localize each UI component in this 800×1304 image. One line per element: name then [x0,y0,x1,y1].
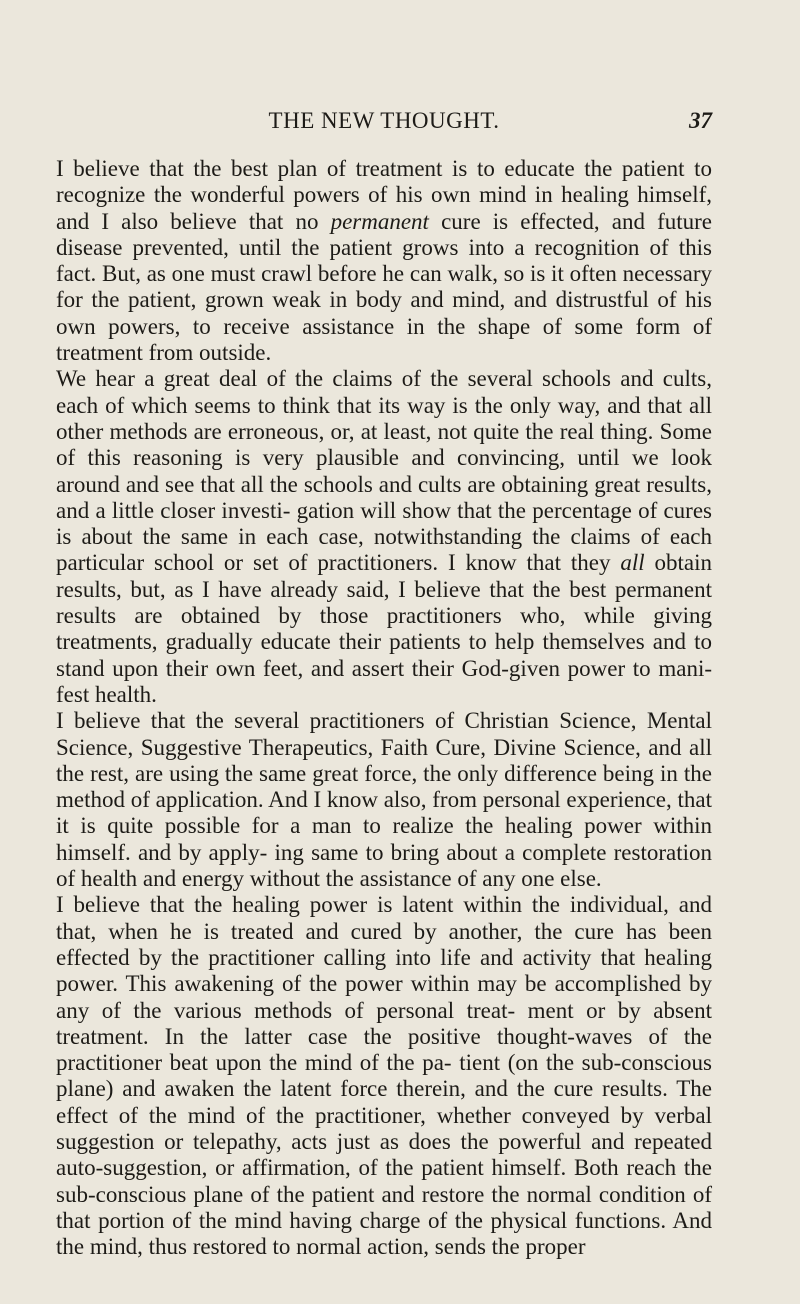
page-number: 37 [689,108,712,133]
body-text [56,156,712,1260]
italic-text-run: permanent [330,208,429,234]
text-run: I believe that the healing power is latent within the individual, and that, when he is treated and cured by another, the cure has been effected by the practitioner calling into life and activity that healing power. This awakening of the power within may be accomplished by any of the various methods of personal treat- ment or by absent treatment. In the latter case the positive thought-waves of the practitioner beat upon the mind of the pa- tient (on the sub-conscious plane) and awaken the latent force therein, and the cure results. The effect of the mind of the practitioner, whether conveyed by verbal suggestion or telepathy, acts just as does the powerful and repeated auto-suggestion, or affirmation, of the patient himself. Both reach the sub-conscious plane of the patient and restore the normal condition of that portion of the mind having charge of the physical functions. And the mind, thus restored to normal action, sends the proper [56,892,712,1260]
text-run: I believe that the best plan of treatment is to educate the patient to recognize the wonderful powers of his own mind in healing himself, and I also believe that no [56,156,712,234]
text-run: obtain results, but, as I have already said, I believe that the best permanent results are obtained by those practitioners who, while giving treatments, gradually educate their patients to help themselves and to stand upon their own feet, and assert their God-given power to mani- fest health. [56,550,712,707]
text-run: We hear a great deal of the claims of the several schools and cults, each of which seems to think that its way is the only way, and that all other methods are erroneous, or, at least, not quite the real thing. Some of this reasoning is very plausible and convincing, until we look around and see that all the schools and cults are obtaining great results, and a little closer investi- gation will show that the percentage of cures is about the same in each case, notwithstanding the claims of each particular school or set of practitioners. I know that they [56,366,712,576]
paragraph [56,892,712,1260]
text-run: I believe that the several practitioners of Christian Science, Mental Science, Suggestive Therapeutics, Faith Cure, Divine Science, and all the rest, are using the same great force, the only difference being in the method of application. And I know also, from personal experience, that it is quite possible for a man to realize the healing power within himself. and by apply- ing same to bring about a complete restoration of health and energy without the assistance of any one else. [56,708,712,892]
paragraph [56,156,712,366]
paragraph [56,366,712,708]
running-title: THE NEW THOUGHT. [268,108,500,133]
page-header [56,108,712,148]
italic-text-run: all [620,550,645,576]
text-run: cure is effected, and future disease prevented, until the patient grows into a recognition of this fact. But, as one must crawl before he can walk, so is it often necessary for the patient, grown weak in body and mind, and distrustful of his own powers, to receive assistance in the shape of some form of treatment from outside. [56,208,713,366]
paragraph [56,708,712,892]
